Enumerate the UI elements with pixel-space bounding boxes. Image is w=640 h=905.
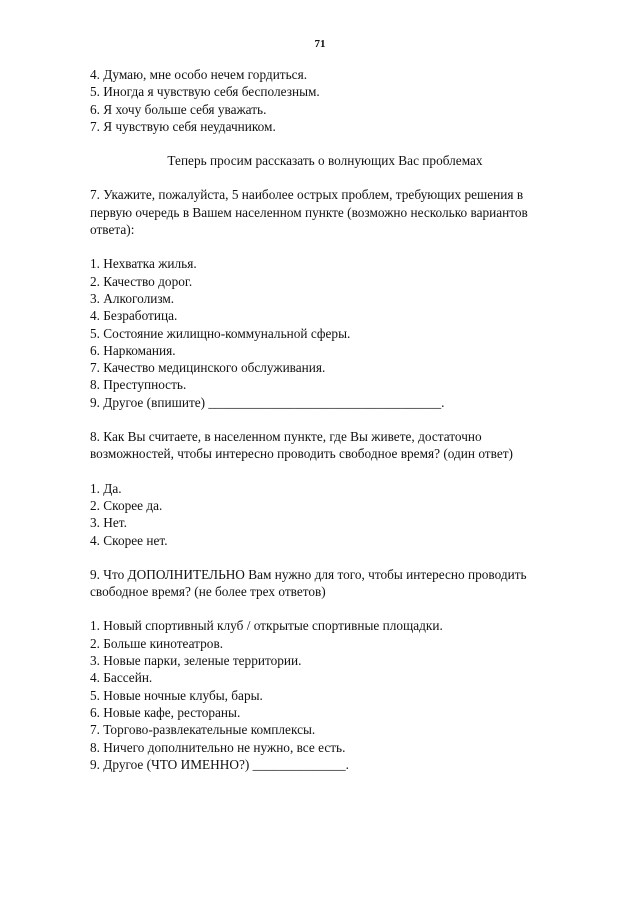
answer-option: 1. Новый спортивный клуб / открытые спортивные площадки. xyxy=(90,618,443,634)
answer-option: 2. Скорее да. xyxy=(90,497,163,513)
question-8-line: возможностей, чтобы интересно проводить свободное время? (один ответ) xyxy=(90,446,513,462)
answer-option: 2. Больше кинотеатров. xyxy=(90,635,224,651)
question-9-line: свободное время? (не более трех ответов) xyxy=(90,584,326,600)
answer-option: 6. Наркомания. xyxy=(90,342,176,358)
answer-option: 7. Торгово-развлекательные комплексы. xyxy=(90,722,316,738)
answer-option: 8. Преступность. xyxy=(90,377,187,393)
answer-option: 6. Новые кафе, рестораны. xyxy=(90,704,241,720)
answer-option: 4. Скорее нет. xyxy=(90,532,168,548)
list-item: 6. Я хочу больше себя уважать. xyxy=(90,101,267,117)
answer-option: 1. Нехватка жилья. xyxy=(90,256,197,272)
answer-option: 1. Да. xyxy=(90,480,122,496)
question-7-line: ответа): xyxy=(90,222,135,238)
list-item: 7. Я чувствую себя неудачником. xyxy=(90,118,276,134)
answer-option: 5. Новые ночные клубы, бары. xyxy=(90,687,263,703)
answer-option: 3. Алкоголизм. xyxy=(90,290,175,306)
question-7-line: 7. Укажите, пожалуйста, 5 наиболее острых проблем, требующих решения в xyxy=(90,187,524,203)
question-9-line: 9. Что ДОПОЛНИТЕЛЬНО Вам нужно для того, чтобы интересно проводить xyxy=(90,566,527,582)
answer-option: 4. Бассейн. xyxy=(90,670,153,686)
list-item: 5. Иногда я чувствую себя бесполезным. xyxy=(90,84,320,100)
question-8-line: 8. Как Вы считаете, в населенном пункте, где Вы живете, достаточно xyxy=(90,429,482,445)
answer-option: 3. Новые парки, зеленые территории. xyxy=(90,653,302,669)
answer-option: 9. Другое (ЧТО ИМЕННО?) ______________. xyxy=(90,756,350,772)
answer-option: 7. Качество медицинского обслуживания. xyxy=(90,360,326,376)
answer-option: 2. Качество дорог. xyxy=(90,273,193,289)
answer-option: 8. Ничего дополнительно не нужно, все есть. xyxy=(90,739,346,755)
answer-option: 4. Безработица. xyxy=(90,308,178,324)
answer-option: 9. Другое (впишите) ___________________________________. xyxy=(90,394,445,410)
page-content xyxy=(90,66,560,773)
page-number: 71 xyxy=(314,38,326,50)
list-item: 4. Думаю, мне особо нечем гордиться. xyxy=(90,67,308,82)
section-heading: Теперь просим рассказать о волнующих Вас проблемах xyxy=(167,153,483,169)
answer-option: 5. Состояние жилищно-коммунальной сферы. xyxy=(90,325,351,341)
question-7-line: первую очередь в Вашем населенном пункте (возможно несколько вариантов xyxy=(90,204,528,220)
answer-option: 3. Нет. xyxy=(90,515,127,531)
